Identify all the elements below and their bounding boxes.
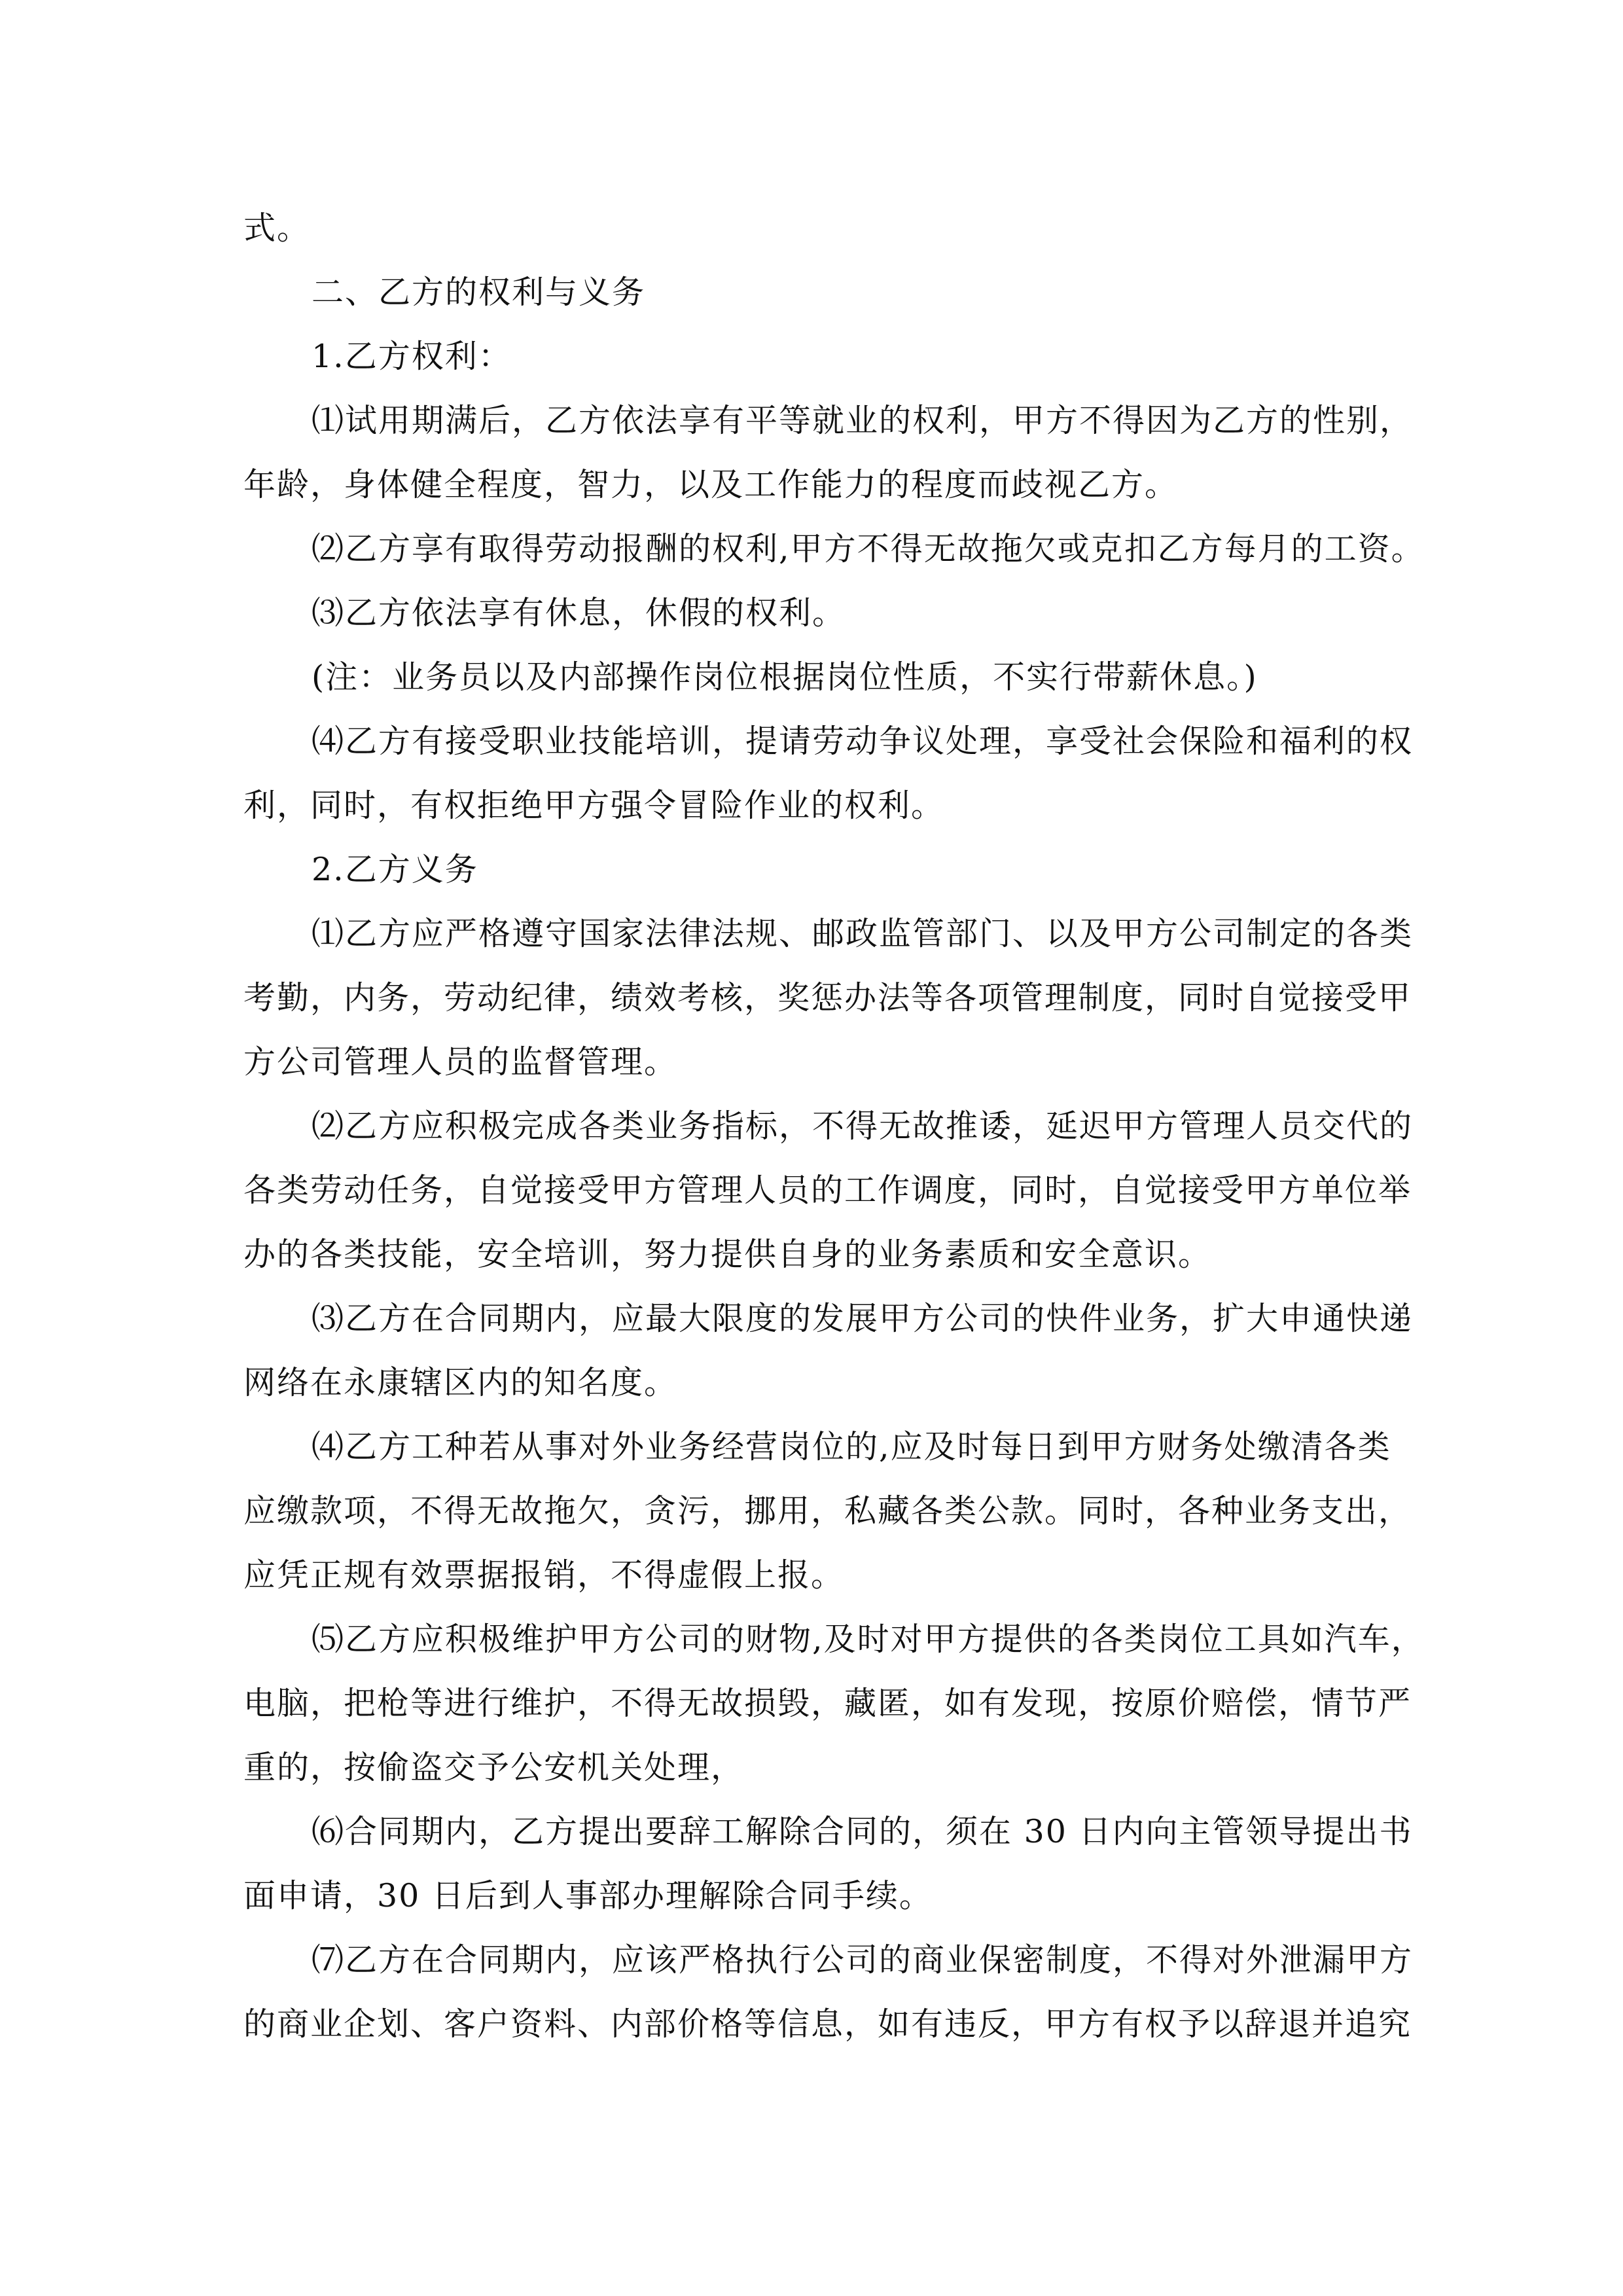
subsection-heading-rights: 1.乙方权利： <box>312 338 512 375</box>
text-line-13: 考勤，内务，劳动纪律，绩效考核，奖惩办法等各项管理制度，同时自觉接受甲 <box>243 979 1412 1016</box>
document-body <box>243 196 1425 2056</box>
text-line-21: 应缴款项，不得无故拖欠，贪污，挪用，私藏各类公款。同时，各种业务支出， <box>243 1492 1412 1530</box>
text-line-17: 办的各类技能，安全培训，努力提供自身的业务素质和安全意识。 <box>243 1236 1212 1273</box>
text-line-26: ⑹合同期内，乙方提出要辞工解除合同的，须在 30 日内向主管领导提出书 <box>312 1813 1413 1850</box>
text-line-24: 电脑，把枪等进行维护，不得无故损毁，藏匿，如有发现，按原价赔偿，情节严 <box>243 1685 1412 1722</box>
text-line-20: ⑷乙方工种若从事对外业务经营岗位的,应及时每日到甲方财务处缴清各类 <box>312 1428 1391 1465</box>
section-heading: 二、乙方的权利与义务 <box>312 274 646 311</box>
text-line-10: 利，同时，有权拒绝甲方强令冒险作业的权利。 <box>243 787 945 824</box>
text-line-12: ⑴乙方应严格遵守国家法律法规、邮政监管部门、以及甲方公司制定的各类 <box>312 915 1414 952</box>
text-line-7: ⑶乙方依法享有休息，休假的权利。 <box>312 594 846 632</box>
text-line-5: 年龄，身体健全程度，智力，以及工作能力的程度而歧视乙方。 <box>243 466 1179 503</box>
text-line-23: ⑸乙方应积极维护甲方公司的财物,及时对甲方提供的各类岗位工具如汽车， <box>312 1621 1425 1658</box>
text-line-22: 应凭正规有效票据报销，不得虚假上报。 <box>243 1556 845 1594</box>
text-line-14: 方公司管理人员的监督管理。 <box>243 1043 678 1081</box>
text-line-6: ⑵乙方享有取得劳动报酬的权利,甲方不得无故拖欠或克扣乙方每月的工资。 <box>312 530 1425 567</box>
text-line-15: ⑵乙方应积极完成各类业务指标，不得无故推诿，延迟甲方管理人员交代的 <box>312 1107 1414 1145</box>
text-line-9: ⑷乙方有接受职业技能培训，提请劳动争议处理，享受社会保险和福利的权 <box>312 723 1414 760</box>
text-line-16: 各类劳动任务，自觉接受甲方管理人员的工作调度，同时，自觉接受甲方单位举 <box>243 1172 1412 1209</box>
subsection-heading-duties: 2.乙方义务 <box>312 851 478 888</box>
text-line-27: 面申请，30 日后到人事部办理解除合同手续。 <box>243 1877 933 1914</box>
text-line-18: ⑶乙方在合同期内，应最大限度的发展甲方公司的快件业务，扩大申通快递 <box>312 1300 1414 1337</box>
text-line-28: ⑺乙方在合同期内，应该严格执行公司的商业保密制度，不得对外泄漏甲方 <box>312 1941 1414 1979</box>
text-line-19: 网络在永康辖区内的知名度。 <box>243 1364 678 1401</box>
note-line: (注：业务员以及内部操作岗位根据岗位性质，不实行带薪休息。) <box>312 658 1258 696</box>
text-line-1: 式。 <box>243 209 311 247</box>
text-line-29: 的商业企划、客户资料、内部价格等信息，如有违反，甲方有权予以辞退并追究 <box>243 2005 1412 2043</box>
text-line-25: 重的，按偷盗交予公安机关处理， <box>243 1749 745 1786</box>
text-line-4: ⑴试用期满后，乙方依法享有平等就业的权利，甲方不得因为乙方的性别， <box>312 402 1414 439</box>
